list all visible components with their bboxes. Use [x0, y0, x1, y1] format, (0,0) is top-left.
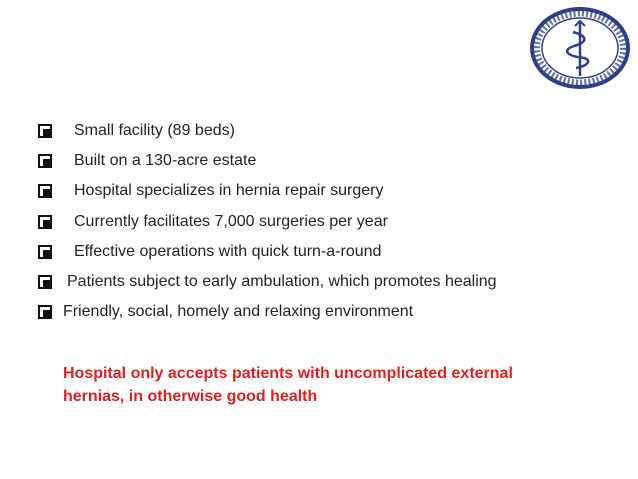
checkbox-bullet-icon — [38, 124, 52, 138]
bullet-text: Patients subject to early ambulation, which promotes healing — [67, 273, 497, 291]
bullet-text: Effective operations with quick turn-a-round — [74, 242, 382, 260]
bullet-text: Hospital specializes in hernia repair surgery — [74, 182, 384, 200]
bullet-text: Currently facilitates 7,000 surgeries per year — [74, 212, 388, 230]
bullet-text: Small facility (89 beds) — [74, 122, 235, 140]
admission-note-line: Hospital only accepts patients with uncomplicated external — [63, 365, 513, 382]
checkbox-bullet-icon — [38, 245, 52, 259]
admission-note — [63, 362, 603, 408]
bullet-item — [38, 116, 497, 146]
bullet-item — [38, 176, 497, 206]
checkbox-bullet-icon — [38, 275, 52, 289]
checkbox-bullet-icon — [38, 154, 52, 168]
bullet-item — [38, 207, 497, 237]
bullet-item — [38, 267, 497, 297]
bullet-list — [38, 116, 497, 327]
checkbox-bullet-icon — [38, 184, 52, 198]
checkbox-bullet-icon — [38, 215, 52, 229]
bullet-item — [38, 146, 497, 176]
bullet-item — [38, 297, 497, 327]
bullet-text: Friendly, social, homely and relaxing environment — [63, 303, 414, 321]
shouldice-surgery-logo — [528, 6, 632, 90]
bullet-text: Built on a 130-acre estate — [74, 152, 257, 170]
bullet-item — [38, 237, 497, 267]
checkbox-bullet-icon — [38, 305, 52, 319]
admission-note-line: hernias, in otherwise good health — [63, 388, 318, 405]
